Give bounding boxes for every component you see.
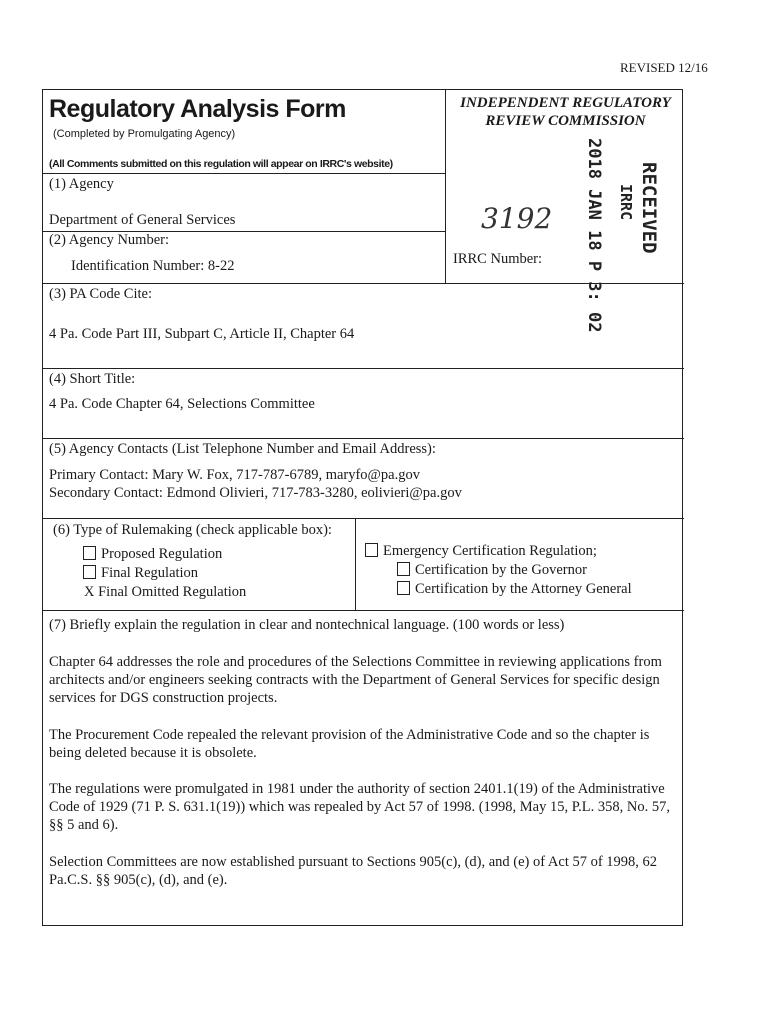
explanation-paragraph-2: The Procurement Code repealed the relevant provision of the Administrative Code and so the chapter is being deleted because it is obsolete.	[49, 727, 650, 761]
final-regulation-option[interactable]	[83, 565, 198, 582]
emergency-certification-text: Emergency Certification Regulation;	[383, 543, 597, 559]
governor-certification-text: Certification by the Governor	[415, 562, 587, 578]
received-stamp-label: RECEIVED	[638, 162, 660, 254]
final-omitted-option: X Final Omitted Regulation	[84, 584, 247, 600]
comments-note: (All Comments submitted on this regulation will appear on IRRC's website)	[49, 158, 393, 170]
irrc-heading-line1: INDEPENDENT REGULATORY	[460, 95, 671, 111]
pa-code-divider	[43, 368, 684, 369]
agency-label: (1) Agency	[49, 176, 114, 192]
short-title-value: 4 Pa. Code Chapter 64, Selections Committee	[49, 396, 315, 412]
explanation-paragraph-3: The regulations were promulgated in 1981 under the authority of section 2401.1(19) of the Administrative Code of 1929 (71 P. S. 631.1(19)) which was repealed by Act 57 of 1998. (1998, May 15, P.L. 358, No. 57, §§ 5 and 6).	[49, 781, 671, 833]
attorney-general-certification-option[interactable]	[397, 581, 632, 598]
short-title-label: (4) Short Title:	[49, 371, 136, 387]
rulemaking-divider-vertical	[355, 518, 356, 610]
pa-code-value: 4 Pa. Code Part III, Subpart C, Article II, Chapter 64	[49, 326, 355, 342]
attorney-general-certification-text: Certification by the Attorney General	[415, 581, 632, 597]
proposed-regulation-option[interactable]	[83, 546, 222, 563]
governor-certification-option[interactable]	[397, 562, 587, 579]
short-title-divider	[43, 438, 684, 439]
rulemaking-divider	[43, 610, 684, 611]
primary-contact: Primary Contact: Mary W. Fox, 717-787-6789, maryfo@pa.gov	[49, 467, 420, 483]
final-regulation-text: Final Regulation	[101, 565, 199, 581]
pa-code-label: (3) PA Code Cite:	[49, 286, 152, 302]
completed-by-note: (Completed by Promulgating Agency)	[53, 128, 236, 140]
comments-underline	[43, 173, 445, 174]
irrc-number-handwritten: 3192	[481, 202, 553, 235]
emergency-certification-option[interactable]	[365, 543, 597, 560]
regulatory-analysis-form	[42, 89, 683, 926]
contacts-label: (5) Agency Contacts (List Telephone Number and Email Address):	[49, 441, 436, 457]
identification-number: Identification Number: 8-22	[71, 258, 235, 274]
agency-number-label: (2) Agency Number:	[49, 232, 169, 248]
agency-value: Department of General Services	[49, 212, 236, 228]
final-regulation-checkbox[interactable]	[83, 565, 96, 579]
irrc-heading-line2: REVIEW COMMISSION	[485, 113, 646, 129]
proposed-regulation-checkbox[interactable]	[83, 546, 96, 560]
secondary-contact: Secondary Contact: Edmond Olivieri, 717-783-3280, eolivieri@pa.gov	[49, 485, 462, 501]
proposed-regulation-text: Proposed Regulation	[101, 546, 223, 562]
rulemaking-label: (6) Type of Rulemaking (check applicable box):	[53, 522, 332, 538]
irrc-number-label: IRRC Number:	[453, 251, 543, 267]
emergency-certification-checkbox[interactable]	[365, 543, 378, 557]
contacts-divider	[43, 518, 684, 519]
header-divider-vertical	[445, 90, 446, 283]
explanation-paragraph-4: Selection Committees are now established pursuant to Sections 905(c), (d), and (e) of Act 57 of 1998, 62 Pa.C.S. §§ 905(c), (d), and (e).	[49, 854, 658, 888]
form-title: Regulatory Analysis Form	[49, 95, 346, 123]
attorney-general-certification-checkbox[interactable]	[397, 581, 410, 595]
explanation-label: (7) Briefly explain the regulation in clear and nontechnical language. (100 words or less)	[49, 617, 565, 633]
explanation-paragraph-1: Chapter 64 addresses the role and procedures of the Selections Committee in reviewing applications from architects and/or engineers seeking contracts with the Department of General Services for specific design services for DGS construction projects.	[49, 654, 662, 706]
received-stamp-irrc: IRRC	[617, 184, 635, 221]
revision-date: REVISED 12/16	[620, 60, 708, 75]
received-stamp-date: 2018 JAN 18 P 3: 02	[584, 138, 604, 333]
governor-certification-checkbox[interactable]	[397, 562, 410, 576]
